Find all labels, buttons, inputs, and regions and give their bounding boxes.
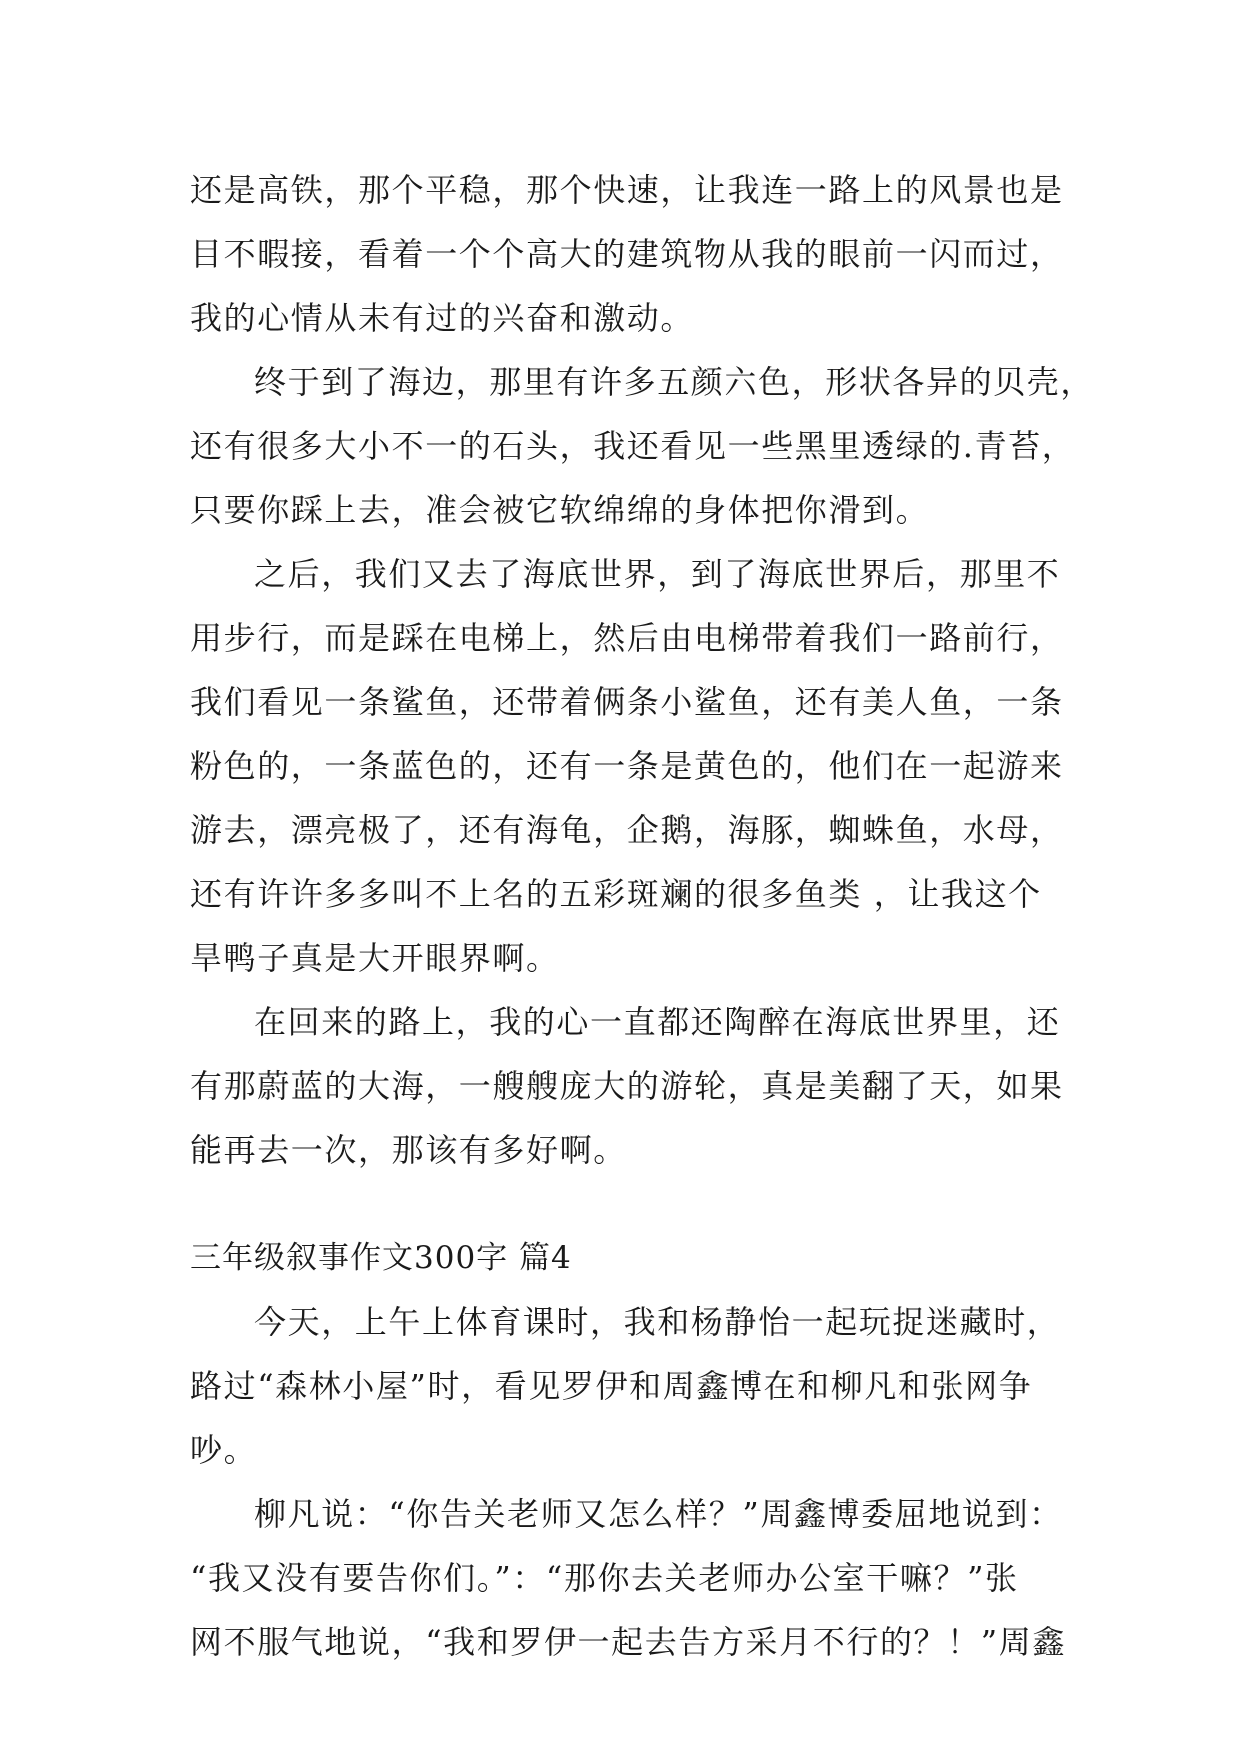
- text-line: 用步行，而是踩在电梯上，然后由电梯带着我们一路前行，: [190, 619, 1064, 657]
- text-line: 粉色的，一条蓝色的，还有一条是黄色的，他们在一起游来: [190, 747, 1064, 785]
- text-line: 还有很多大小不一的石头，我还看见一些黑里透绿的.青苔，: [190, 427, 1076, 465]
- text-line: 我的心情从未有过的兴奋和激动。: [190, 299, 695, 337]
- text-line: 路过“森林小屋”时，看见罗伊和周鑫博在和柳凡和张网争: [190, 1367, 1033, 1405]
- text-line: 目不暇接，看着一个个高大的建筑物从我的眼前一闪而过，: [190, 235, 1064, 273]
- text-line: 还是高铁，那个平稳，那个快速，让我连一路上的风景也是: [190, 171, 1064, 209]
- text-line: 网不服气地说，“我和罗伊一起去告方采月不行的？！”周鑫: [190, 1623, 1066, 1661]
- text-line: 还有许许多多叫不上名的五彩斑斓的很多鱼类 ，让我这个: [190, 875, 1042, 913]
- paragraph-start-line: 在回来的路上，我的心一直都还陶醉在海底世界里，还: [254, 1003, 1061, 1041]
- paragraph-start-line: 柳凡说：“你告关老师又怎么样？”周鑫博委屈地说到：: [254, 1495, 1063, 1533]
- text-line: 旱鸭子真是大开眼界啊。: [190, 939, 560, 977]
- paragraph-start-line: 之后，我们又去了海底世界，到了海底世界后，那里不: [254, 555, 1061, 593]
- text-line: 只要你踩上去，准会被它软绵绵的身体把你滑到。: [190, 491, 930, 529]
- paragraph-start-line: 终于到了海边，那里有许多五颜六色，形状各异的贝壳，: [254, 363, 1095, 401]
- text-line: “我又没有要告你们。”：“那你去关老师办公室干嘛？”张: [190, 1559, 1019, 1597]
- section-heading: 三年级叙事作文300字 篇4: [190, 1240, 572, 1276]
- essay-body: [190, 158, 1095, 1674]
- section-gap: [190, 1182, 1070, 1226]
- text-line: 有那蔚蓝的大海，一艘艘庞大的游轮，真是美翻了天，如果: [190, 1067, 1064, 1105]
- text-line: 吵。: [190, 1431, 258, 1469]
- text-line: 游去，漂亮极了，还有海龟，企鹅，海豚，蜘蛛鱼，水母，: [190, 811, 1064, 849]
- text-line: 能再去一次，那该有多好啊。: [190, 1131, 627, 1169]
- paragraph-start-line: 今天，上午上体育课时，我和杨静怡一起玩捉迷藏时，: [254, 1303, 1061, 1341]
- text-line: 我们看见一条鲨鱼，还带着俩条小鲨鱼，还有美人鱼，一条: [190, 683, 1064, 721]
